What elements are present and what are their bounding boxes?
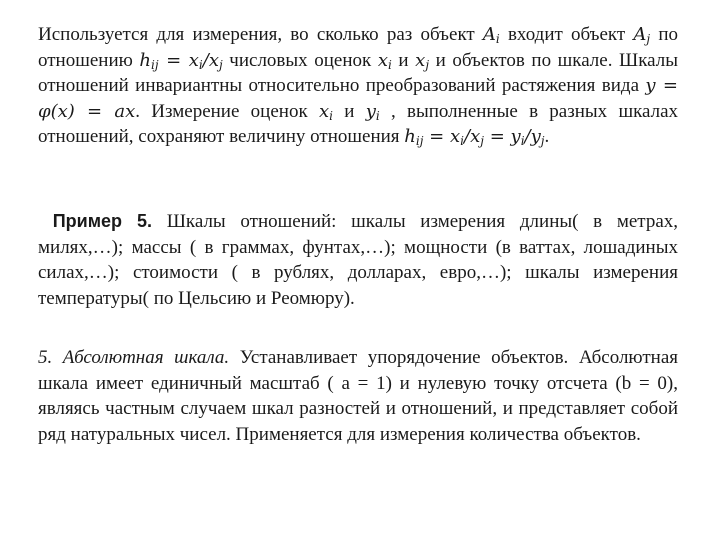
text-segment: числовых оценок: [229, 49, 372, 71]
text-segment: входит объект: [507, 24, 626, 45]
text-segment: Используется для измерения, во сколько раз объект: [38, 24, 475, 45]
formula-x-i-2: $x_i$: [318, 100, 333, 123]
section-heading: 5. Абсолютная шкала.: [38, 347, 230, 368]
formula-A-i: $A_i$: [482, 24, 500, 46]
formula-x-i: $x_i$: [377, 49, 392, 72]
text-segment: , выполненные в разных шкалах отношений, сохраняют величину отношения: [38, 100, 679, 147]
paragraph-ratio-scale: [38, 22, 678, 150]
text-segment: и объектов по шкале. Шкалы отношений инвариантны относительно преобразований растяжения вида: [38, 49, 679, 96]
formula-x-j: $x_j$: [415, 49, 430, 72]
text-segment: .: [544, 126, 550, 147]
example-label: Пример 5.: [52, 211, 153, 231]
text-segment: . Измерение оценок: [135, 100, 308, 122]
text-segment: и: [344, 100, 355, 122]
formula-h-ij: $h_{ij} = x_i/x_j$: [139, 49, 223, 72]
example-text: Шкалы отношений: шкалы измерения длины( в метрах, милях,…); массы ( в граммах, фунтах,…); мощности (в ваттах, лошадиных силах,…); стоимости ( в рублях, долларах, евро,…); шкалы измерения температуры( по Цельсию и Реомюру).: [38, 211, 679, 309]
formula-y-i: $y_i$: [365, 100, 380, 123]
formula-ratio: $h_{ij} = x_i/x_j = y_i/y_j$: [404, 126, 545, 148]
paragraph-absolute-scale: [38, 345, 678, 447]
formula-A-j: $A_j$: [633, 24, 651, 46]
text-segment: по отношению: [38, 24, 678, 71]
text-segment: и: [398, 49, 409, 71]
section-text: Устанавливает упорядочение объектов. Абсолютная шкала имеет единичный масштаб ( a = 1) и нулевую точку отсчета (b = 0), являясь частным случаем шкал разностей и отношений, и представляет собой ряд натуральных чисел. Применяется для измерения количества объектов.: [38, 347, 679, 445]
paragraph-example-5: [38, 209, 678, 311]
formula-y-phi: y = φ(x) = ax: [38, 75, 678, 122]
